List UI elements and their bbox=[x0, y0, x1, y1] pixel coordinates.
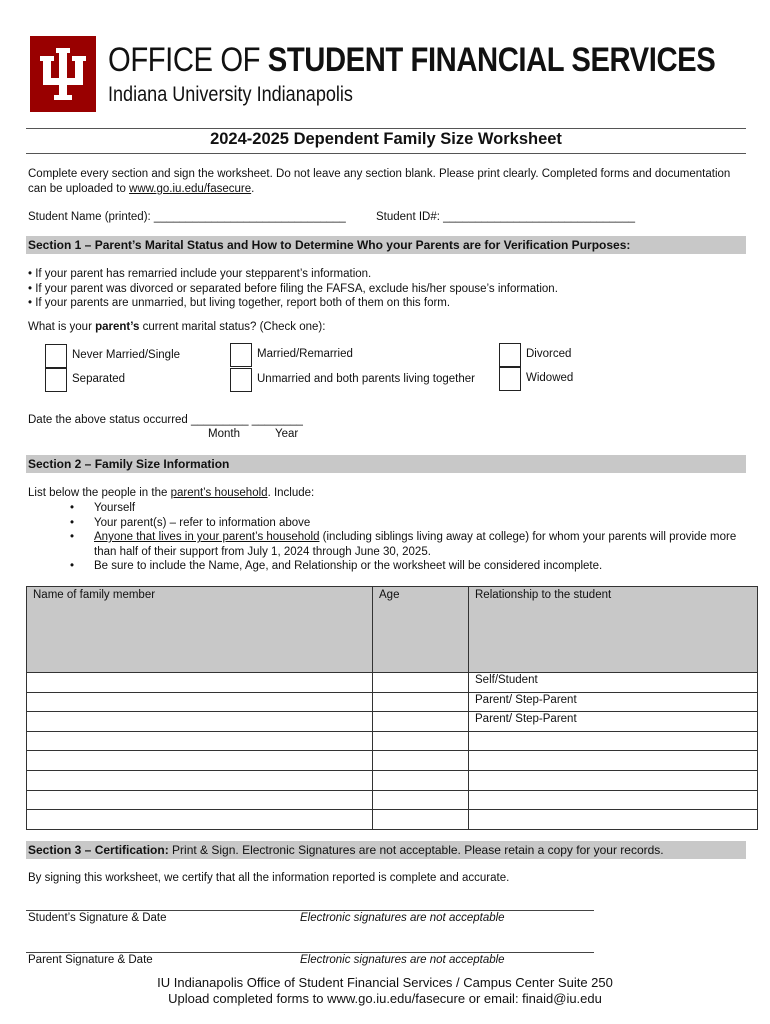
relationship-cell[interactable]: Self/Student bbox=[469, 673, 758, 693]
age-cell[interactable] bbox=[373, 673, 469, 693]
name-cell[interactable] bbox=[27, 673, 373, 693]
campus-name: Indiana University Indianapolis bbox=[108, 83, 353, 106]
name-cell[interactable] bbox=[27, 692, 373, 712]
anyone-underlined: Anyone that lives in your parent’s household bbox=[94, 531, 320, 543]
student-name-field[interactable]: Student Name (printed): ______________________________ bbox=[28, 211, 346, 223]
student-signature-line[interactable] bbox=[26, 910, 594, 911]
married-checkbox[interactable] bbox=[230, 343, 252, 367]
unmarried-together-label: Unmarried and both parents living together bbox=[257, 373, 475, 385]
student-signature-label: Student’s Signature & Date bbox=[28, 912, 167, 924]
parents-household-text: parent’s household bbox=[170, 487, 268, 499]
widowed-label: Widowed bbox=[526, 372, 574, 384]
iu-trident-logo bbox=[30, 36, 96, 112]
name-cell[interactable] bbox=[27, 790, 373, 810]
age-cell[interactable] bbox=[373, 692, 469, 712]
family-table bbox=[26, 586, 758, 830]
year-label: Year bbox=[275, 428, 299, 440]
list-item: • Yourself bbox=[70, 501, 740, 516]
table-row bbox=[27, 692, 758, 712]
footer-upload: Upload completed forms to www.go.iu.edu/fasecure or email: finaid@iu.edu bbox=[168, 991, 602, 1006]
table-row bbox=[27, 810, 758, 830]
widowed-checkbox[interactable] bbox=[499, 367, 521, 391]
name-cell[interactable] bbox=[27, 731, 373, 751]
list-item: • Your parent(s) – refer to information above bbox=[70, 516, 740, 531]
separated-checkbox[interactable] bbox=[45, 368, 67, 392]
household-instruction bbox=[28, 486, 750, 501]
student-id-field[interactable]: Student ID#: ______________________________ bbox=[376, 211, 635, 223]
age-cell[interactable] bbox=[373, 790, 469, 810]
header-age: Age bbox=[373, 587, 469, 673]
title-rule-bottom bbox=[26, 153, 746, 154]
month-label: Month bbox=[208, 428, 240, 440]
never-married-checkbox[interactable] bbox=[45, 344, 67, 368]
trident-icon bbox=[30, 36, 96, 112]
relationship-cell[interactable] bbox=[469, 731, 758, 751]
table-row bbox=[27, 770, 758, 790]
relationship-cell[interactable] bbox=[469, 751, 758, 771]
divorced-label: Divorced bbox=[526, 348, 572, 360]
name-cell[interactable] bbox=[27, 712, 373, 732]
letterhead bbox=[30, 36, 740, 112]
title-rule-top bbox=[26, 128, 746, 129]
student-signature-note: Electronic signatures are not acceptable bbox=[300, 912, 505, 924]
age-cell[interactable] bbox=[373, 770, 469, 790]
section2-heading: Section 2 – Family Size Information bbox=[26, 455, 746, 473]
status-date-field[interactable]: Date the above status occurred _________ ________ bbox=[28, 414, 303, 426]
office-title-bold: STUDENT FINANCIAL SERVICES bbox=[267, 41, 716, 79]
relationship-cell[interactable]: Parent/ Step-Parent bbox=[469, 692, 758, 712]
header-relationship: Relationship to the student bbox=[469, 587, 758, 673]
fasecure-link[interactable]: www.go.iu.edu/fasecure bbox=[129, 183, 252, 195]
marital-question bbox=[28, 320, 750, 335]
table-row bbox=[27, 673, 758, 693]
name-cell[interactable] bbox=[27, 751, 373, 771]
bullet-remarried: • If your parent has remarried include your stepparent’s information. bbox=[28, 268, 372, 280]
header-name: Name of family member bbox=[27, 587, 373, 673]
relationship-cell[interactable]: Parent/ Step-Parent bbox=[469, 712, 758, 732]
table-row bbox=[27, 790, 758, 810]
separated-label: Separated bbox=[72, 373, 126, 385]
section3-bold: Section 3 – Certification: bbox=[28, 843, 169, 857]
section1-bullets bbox=[28, 267, 558, 311]
name-cell[interactable] bbox=[27, 770, 373, 790]
section1-heading: Section 1 – Parent’s Marital Status and How to Determine Who your Parents are for Verification Purposes: bbox=[26, 236, 746, 254]
list-item: • Be sure to include the Name, Age, and Relationship or the worksheet will be considered incomplete. bbox=[70, 559, 740, 574]
intro-text bbox=[28, 167, 750, 197]
intro-end: . bbox=[251, 183, 255, 195]
relationship-cell[interactable] bbox=[469, 810, 758, 830]
question-pre: What is your bbox=[28, 321, 96, 333]
table-row bbox=[27, 751, 758, 771]
relationship-cell[interactable] bbox=[469, 790, 758, 810]
office-title bbox=[108, 40, 715, 80]
age-cell[interactable] bbox=[373, 751, 469, 771]
parent-signature-label: Parent Signature & Date bbox=[28, 954, 153, 966]
list-pre: List below the people in the bbox=[28, 487, 171, 499]
page-title: 2024-2025 Dependent Family Size Worksheet bbox=[210, 130, 562, 148]
married-label: Married/Remarried bbox=[257, 348, 353, 360]
question-post: current marital status? (Check one): bbox=[139, 321, 326, 333]
section3-heading bbox=[26, 841, 746, 859]
name-cell[interactable] bbox=[27, 810, 373, 830]
list-post: . Include: bbox=[267, 487, 315, 499]
bullet-unmarried: • If your parents are unmarried, but living together, report both of them on this form. bbox=[28, 297, 451, 309]
table-row bbox=[27, 712, 758, 732]
never-married-label: Never Married/Single bbox=[72, 349, 181, 361]
unmarried-together-checkbox[interactable] bbox=[230, 368, 252, 392]
relationship-cell[interactable] bbox=[469, 770, 758, 790]
anyone-rest: (including siblings living away at college) for whom your parents will provide more than half of their support from July 1, 2024 through June 30, 2025. bbox=[94, 531, 737, 558]
certification-statement: By signing this worksheet, we certify that all the information reported is complete and accurate. bbox=[28, 872, 510, 884]
table-row bbox=[27, 731, 758, 751]
age-cell[interactable] bbox=[373, 731, 469, 751]
parent-signature-line[interactable] bbox=[26, 952, 594, 953]
list-item bbox=[70, 530, 740, 559]
office-title-light: OFFICE OF bbox=[108, 41, 268, 79]
age-cell[interactable] bbox=[373, 712, 469, 732]
intro-body: Complete every section and sign the worksheet. Do not leave any section blank. Please print clearly. Completed forms and documentation can be uploaded to bbox=[28, 168, 731, 195]
question-bold: parent’s bbox=[95, 321, 140, 333]
table-header-row bbox=[27, 587, 758, 673]
footer-address: IU Indianapolis Office of Student Financial Services / Campus Center Suite 250 bbox=[157, 975, 613, 990]
age-cell[interactable] bbox=[373, 810, 469, 830]
include-list bbox=[70, 501, 740, 574]
section3-rest: Print & Sign. Electronic Signatures are not acceptable. Please retain a copy for your records. bbox=[168, 843, 664, 857]
parent-signature-note: Electronic signatures are not acceptable bbox=[300, 954, 505, 966]
bullet-divorced: • If your parent was divorced or separated before filing the FAFSA, exclude his/her spouse’s information. bbox=[28, 282, 558, 295]
divorced-checkbox[interactable] bbox=[499, 343, 521, 367]
